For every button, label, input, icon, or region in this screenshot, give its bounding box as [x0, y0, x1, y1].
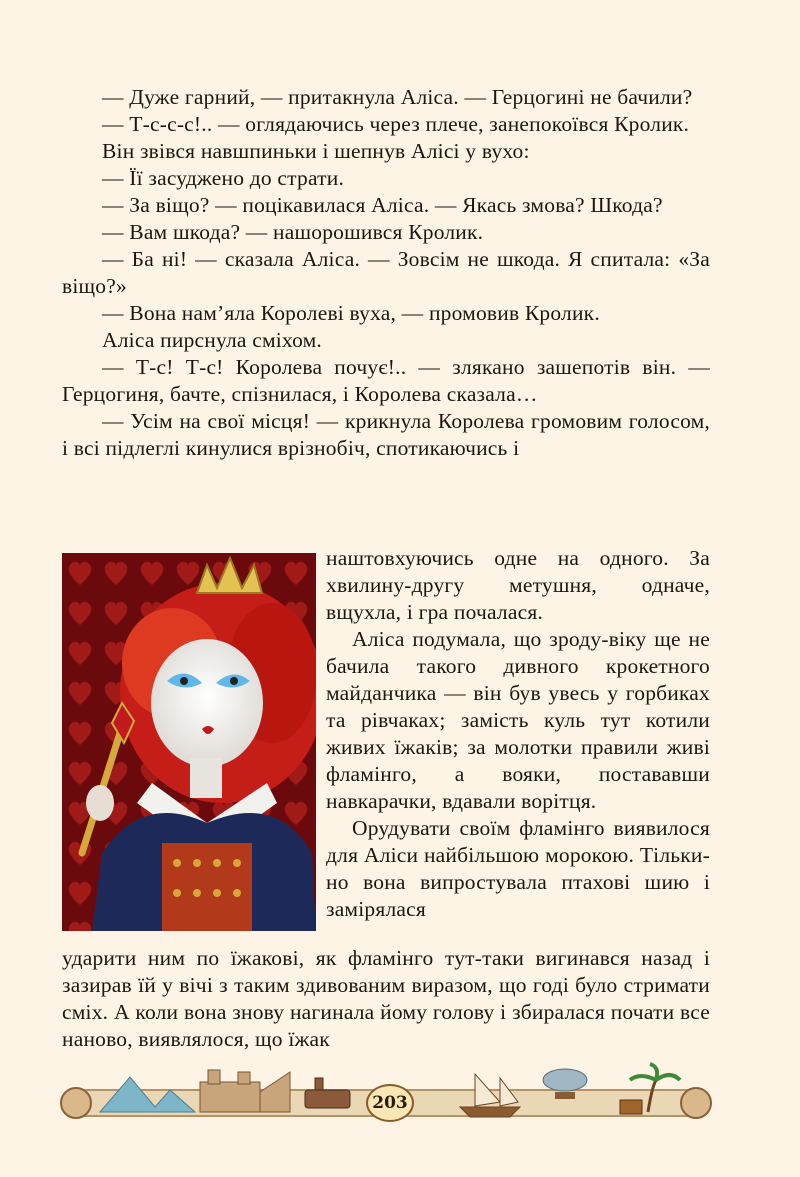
paragraph: наштовхуючись одне на одного. За хвилину-другу метушня, одначе, вщухла, і гра почалася. — [326, 546, 710, 624]
text-block-bottom — [62, 945, 710, 1053]
paragraph: — Ба ні! — сказала Аліса. — Зовсім не шкода. Я спитала: «За віщо?» — [62, 247, 710, 298]
red-queen-illustration — [62, 553, 316, 931]
paragraph: Він звівся навшпиньки і шепнув Алісі у вухо: — [102, 139, 530, 163]
paragraph: — Її засуджено до страти. — [102, 166, 345, 190]
paragraph: Орудувати своїм фламінго виявилося для Аліси найбільшою морокою. Тільки-но вона випростувала птахові шию і замірялася — [326, 816, 710, 921]
page-number: 203 — [366, 1084, 414, 1122]
paragraph: — За віщо? — поцікавилася Аліса. — Якась змова? Шкода? — [102, 193, 663, 217]
red-queen-image — [62, 553, 316, 931]
paragraph: — Т-с! Т-с! Королева почує!.. — злякано зашепотів він. — Герцогиня, бачте, спізнилася, і Королева сказала… — [62, 355, 710, 406]
paragraph: Аліса пирснула сміхом. — [102, 328, 322, 352]
text-block-side — [326, 545, 710, 923]
paragraph: Аліса подумала, що зроду-віку ще не бачила такого дивного крокетного майданчика — він був увесь у горбиках та рівчаках; замість куль тут котили живих їжаків; за молотки правили живі фламінго, а вояки, постававши навкарачки, вдавали ворітця. — [326, 627, 710, 813]
paragraph: — Т-с-с-с!.. — оглядаючись через плече, занепокоївся Кролик. — [102, 112, 690, 136]
paragraph: — Вам шкода? — нашорошився Кролик. — [102, 220, 484, 244]
paragraph: — Дуже гарний, — притакнула Аліса. — Герцогині не бачили? — [102, 85, 693, 109]
paragraph: — Вона нам’яла Королеві вуха, — промовив Кролик. — [102, 301, 600, 325]
paragraph: — Усім на свої місця! — крикнула Королева громовим голосом, і всі підлеглі кинулися врізнобіч, спотикаючись і — [62, 409, 710, 460]
decorative-footer — [60, 1062, 712, 1132]
paragraph: ударити ним по їжакові, як фламінго тут-таки вигинався назад і зазирав їй у вічі з таким здивованим виразом, що годі було стримати сміх. А коли вона знову нагинала йому голову і збиралася почати все наново, виявлялося, що їжак — [62, 946, 710, 1051]
text-block-top — [62, 84, 710, 462]
